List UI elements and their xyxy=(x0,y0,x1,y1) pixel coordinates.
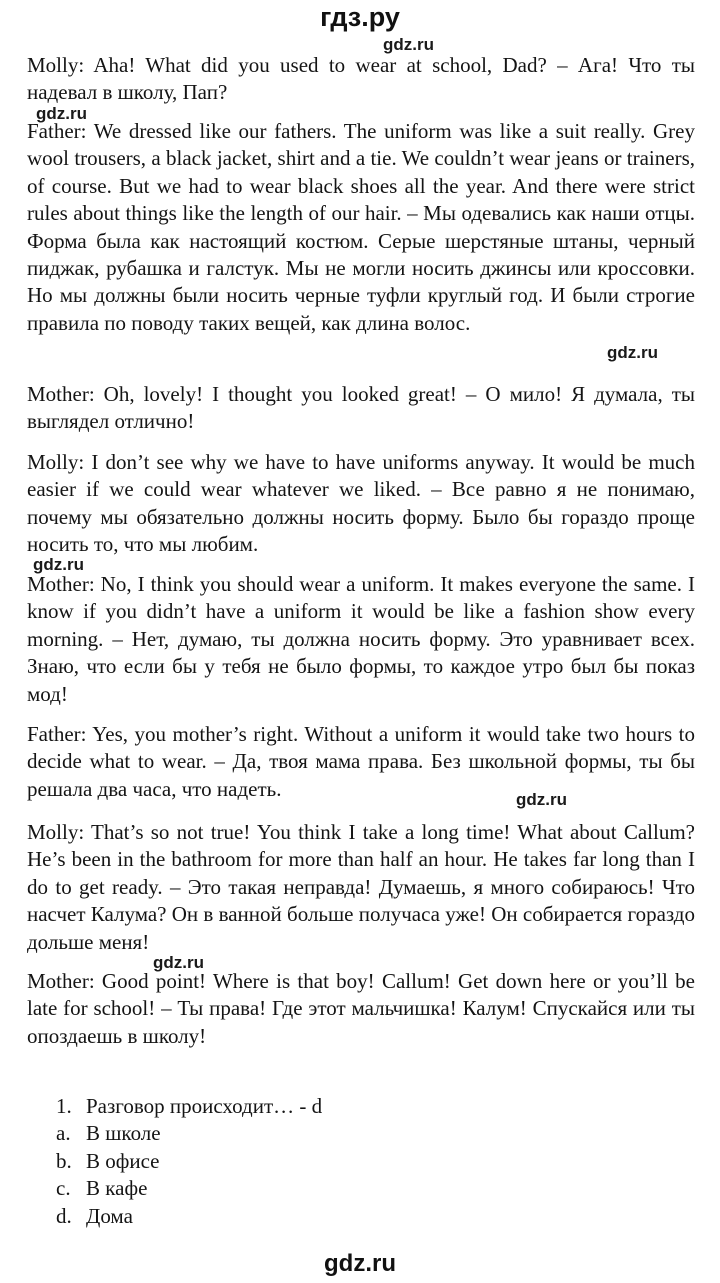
dialogue-paragraph: Molly: Aha! What did you used to wear at school, Dad? – Ага! Что ты надевал в школу, Пап? xyxy=(27,53,695,105)
dialogue-paragraph: Father: Yes, you mother’s right. Without a uniform it would take two hours to decide what to wear. – Да, твоя мама права. Без школьной формы, ты бы решала два часа, что надеть. xyxy=(27,722,695,801)
dialogue-paragraph: Father: We dressed like our fathers. The uniform was like a suit really. Grey wool trousers, a black jacket, shirt and a tie. We couldn’t wear jeans or trainers, of course. But we had to wear black shoes all the year. And there were strict rules about things like the length of our hair. – Мы одевались как наши отцы. Форма была как настоящий костюм. Серые шерстяные штаны, черный пиджак, рубашка и галстук. Мы не могли носить джинсы или кроссовки. Но мы должны были носить черные туфли круглый год. И были строгие правила по поводу таких вещей, как длина волос. xyxy=(27,119,695,335)
watermark: gdz.ru xyxy=(153,953,204,972)
watermark: gdz.ru xyxy=(36,104,87,123)
option-text: В офисе xyxy=(86,1148,160,1173)
answer-option xyxy=(56,1120,322,1147)
dialogue-paragraph: Molly: I don’t see why we have to have uniforms anyway. It would be much easier if we could wear whatever we liked. – Все равно я не понимаю, почему мы обязательно должны носить форму. Было бы гораздо проще носить то, что мы любим. xyxy=(27,450,695,557)
dialogue-paragraph: Mother: Oh, lovely! I thought you looked great! – О мило! Я думала, ты выглядел отлично! xyxy=(27,382,695,434)
dialogue-paragraph: Mother: Good point! Where is that boy! Callum! Get down here or you’ll be late for school! – Ты права! Где этот мальчишка! Калум! Спускайся или ты опоздаешь в школу! xyxy=(27,969,695,1048)
site-footer: gdz.ru xyxy=(324,1250,396,1277)
question-number: 1. xyxy=(56,1094,72,1118)
question-text: Разговор происходит… - d xyxy=(86,1094,323,1118)
option-letter: b. xyxy=(56,1148,72,1173)
option-letter: c. xyxy=(56,1176,71,1201)
watermark: gdz.ru xyxy=(33,555,84,574)
answer-option xyxy=(56,1175,322,1202)
watermark: gdz.ru xyxy=(607,343,658,362)
option-letter: d. xyxy=(56,1203,72,1228)
dialogue-paragraph: Molly: That’s so not true! You think I take a long time! What about Callum? He’s been in the bathroom for more than half an hour. He takes far long than I do to get ready. – Это такая неправда! Думаешь, я много собираюсь! Что насчет Калума? Он в ванной больше получаса уже! Он собирается гораздо дольше меня! xyxy=(27,820,695,954)
answer-option xyxy=(56,1203,322,1230)
question xyxy=(56,1093,322,1120)
watermark: gdz.ru xyxy=(383,35,434,54)
site-header: гдз.ру xyxy=(320,2,400,32)
option-letter: a. xyxy=(56,1121,71,1146)
question-list xyxy=(56,1093,322,1230)
option-text: В кафе xyxy=(86,1176,148,1201)
option-text: Дома xyxy=(86,1203,133,1228)
answer-option xyxy=(56,1148,322,1175)
watermark: gdz.ru xyxy=(516,790,567,809)
dialogue-paragraph: Mother: No, I think you should wear a uniform. It makes everyone the same. I know if you didn’t have a uniform it would be like a fashion show every morning. – Нет, думаю, ты должна носить форму. Это уравнивает всех. Знаю, что если бы у тебя не было формы, то каждое утро был бы показ мод! xyxy=(27,572,695,706)
option-text: В школе xyxy=(86,1121,161,1146)
